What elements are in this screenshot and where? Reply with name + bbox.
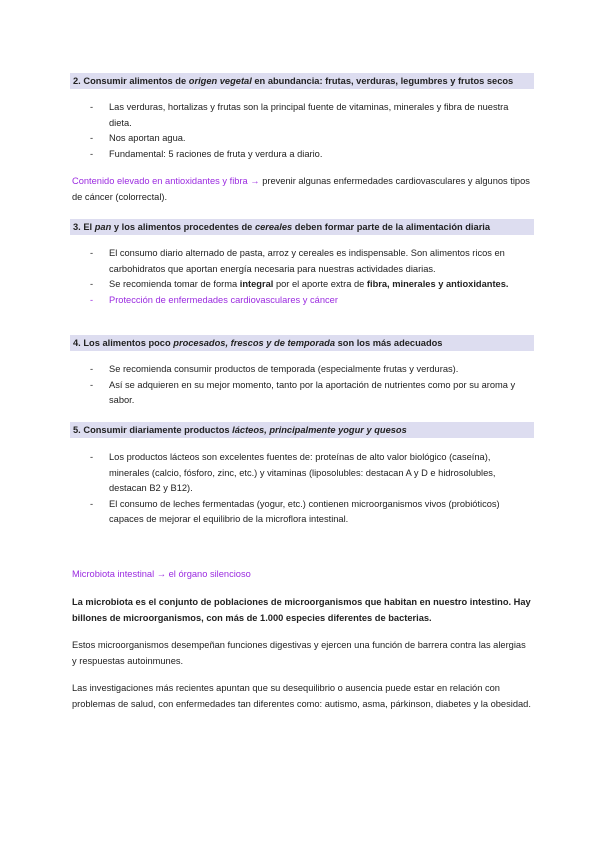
section-5-bullet-list	[90, 450, 520, 528]
section-3-heading: 3. El pan y los alimentos procedentes de cereales deben formar parte de la alimentación diaria	[70, 219, 534, 235]
list-item: - El consumo diario alternado de pasta, arroz y cereales es indispensable. Son alimentos ricos en carbohidratos que aportan energía necesaria para nuestras actividades diarias.	[90, 248, 505, 274]
section-2-number: 2.	[73, 76, 81, 86]
microbiota-title: Microbiota intestinal → el órgano silencioso	[72, 569, 251, 579]
section-2-title-part1: Consumir alimentos de	[83, 76, 187, 86]
section-2-bullet-list	[90, 100, 520, 162]
section-4-bullet-list	[90, 362, 520, 409]
section-2-title-emphasis: origen vegetal	[188, 76, 252, 86]
microbiota-research: Las investigaciones más recientes apuntan que su desequilibrio o ausencia puede estar en relación con problemas de salud, con enfermedades tan diferentes como: autismo, asma, párkinson, diabetes y la obesidad.	[72, 683, 531, 709]
list-item: - Protección de enfermedades cardiovasculares y cáncer	[90, 294, 338, 305]
section-3-bullet-list	[90, 246, 520, 308]
list-item: - El consumo de leches fermentadas (yogur, etc.) contienen microorganismos vivos (probióticos) capaces de mejorar el equilibrio de la microflora intestinal.	[90, 498, 500, 525]
list-item: - Las verduras, hortalizas y frutas son la principal fuente de vitaminas, minerales y fibra de nuestra dieta.	[90, 102, 509, 128]
section-2-heading	[70, 73, 534, 89]
list-item: - Nos aportan agua.	[90, 133, 186, 144]
list-item: - Fundamental: 5 raciones de fruta y verdura a diario.	[90, 148, 323, 159]
antioxidants-highlight: Contenido elevado en antioxidantes y fibra →	[72, 176, 260, 186]
list-item: - Se recomienda tomar de forma integral por el aporte extra de fibra, minerales y antioxidantes.	[90, 279, 509, 290]
microbiota-functions: Estos microorganismos desempeñan funciones digestivas y ejercen una función de barrera contra las alergias y respuestas autoinmunes.	[72, 640, 526, 666]
list-item: - Se recomienda consumir productos de temporada (especialmente frutas y verduras).	[90, 364, 459, 374]
section-2-title-part2: en abundancia: frutas, verduras, legumbres y frutos secos	[254, 76, 514, 86]
antioxidants-note	[72, 174, 532, 205]
section-4-heading: 4. Los alimentos poco procesados, frescos y de temporada son los más adecuados	[70, 335, 534, 351]
list-item: - Los productos lácteos son excelentes fuentes de: proteínas de alto valor biológico (caseína), minerales (calcio, fósforo, zinc, etc.) y vitaminas (liposolubles: destacan A y D e hidrosolubles, destacan B2 y B12).	[90, 452, 496, 494]
section-5-heading: 5. Consumir diariamente productos lácteos, principalmente yogur y quesos	[70, 422, 534, 438]
microbiota-definition: La microbiota es el conjunto de poblaciones de microorganismos que habitan en nuestro intestino. Hay billones de microorganismos, con más de 1.000 especies diferentes de bacterias.	[72, 597, 531, 623]
list-item: - Así se adquieren en su mejor momento, tanto por la aportación de nutrientes como por su aroma y sabor.	[90, 379, 516, 406]
antioxidants-text: prevenir algunas enfermedades cardiovasculares y algunos tipos de cáncer (colorrectal).	[72, 176, 530, 202]
